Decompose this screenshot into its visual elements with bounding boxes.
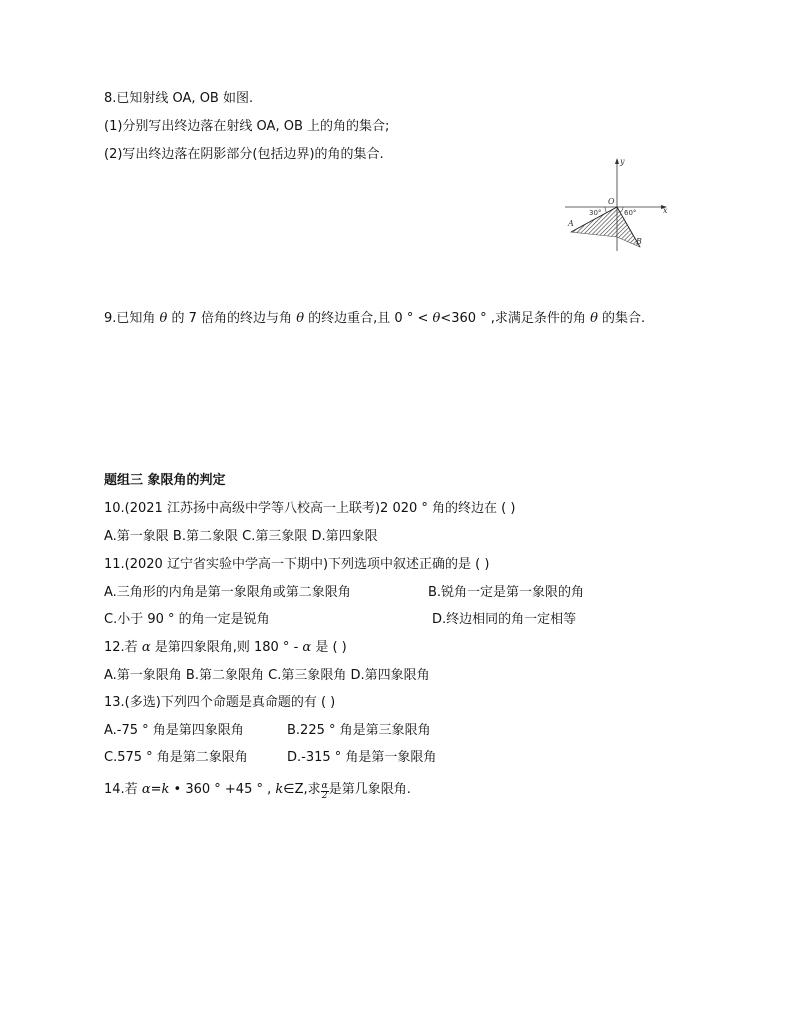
q14-var-alpha: α	[141, 782, 151, 797]
y-axis-arrow	[615, 158, 619, 164]
q9-text-1: 9.已知角	[104, 311, 160, 326]
q9-text-3: 的终边重合,且 0 ° <	[304, 311, 433, 326]
q11-stem: 11.(2020 辽宁省实验中学高一下期中)下列选项中叙述正确的是 ( )	[104, 557, 490, 572]
q9-text-2: 的 7 倍角的终边与角	[167, 311, 297, 326]
q12-stem	[104, 639, 347, 657]
q14-text-4: ∈Z,求	[283, 782, 321, 797]
q14-fraction-numerator: α	[321, 781, 328, 791]
q11-option-a: A.三角形的内角是第一象限角或第二象限角	[104, 585, 351, 600]
label-b: B	[636, 237, 642, 246]
q11-option-c: C.小于 90 ° 的角一定是锐角	[104, 612, 270, 627]
arc-30	[605, 207, 607, 213]
q14-var-k: k	[275, 782, 284, 797]
q11-option-d: D.终边相同的角一定相等	[432, 612, 577, 627]
rays-oa-ob-figure	[565, 155, 675, 255]
q11-option-b: B.锐角一定是第一象限的角	[428, 585, 585, 600]
q10-options: A.第一象限 B.第二象限 C.第三象限 D.第四象限	[104, 529, 378, 544]
q14-text-5: 是第几象限角.	[328, 782, 411, 797]
q9-var-theta: θ	[590, 311, 598, 326]
label-y: y	[620, 157, 625, 166]
q12-text-3: 是 ( )	[311, 640, 347, 655]
label-a: A	[568, 219, 574, 228]
q12-options: A.第一象限角 B.第二象限角 C.第三象限角 D.第四象限角	[104, 668, 430, 683]
q14-stem	[104, 781, 411, 801]
q8-part2: (2)写出终边落在阴影部分(包括边界)的角的集合.	[104, 147, 384, 162]
q14-text-1: 14.若	[104, 782, 142, 797]
q12-var-alpha: α	[302, 640, 312, 655]
q8-stem: 8.已知射线 OA, OB 如图.	[104, 91, 254, 106]
q8-part1: (1)分别写出终边落在射线 OA, OB 上的角的集合;	[104, 119, 390, 134]
q9-stem	[104, 310, 645, 328]
q12-text-2: 是第四象限角,则 180 ° -	[150, 640, 303, 655]
q10-stem: 10.(2021 江苏扬中高级中学等八校高一上联考)2 020 ° 角的终边在 ( )	[104, 501, 516, 516]
q12-var-alpha: α	[141, 640, 151, 655]
arc-60	[620, 207, 623, 212]
q9-text-5: 的集合.	[597, 311, 646, 326]
q14-text-3: • 360 ° +45 ° ,	[169, 782, 276, 797]
q9-var-theta: θ	[432, 311, 441, 326]
q13-option-d: D.-315 ° 角是第一象限角	[287, 750, 437, 765]
label-angle-60: 60°	[624, 209, 637, 217]
q9-var-theta: θ	[296, 311, 305, 326]
q9-text-4: <360 ° ,求满足条件的角	[440, 311, 591, 326]
label-x: x	[663, 206, 668, 215]
q13-option-c: C.575 ° 角是第二象限角	[104, 750, 248, 765]
q13-option-a: A.-75 ° 角是第四象限角	[104, 723, 244, 738]
q14-fraction	[321, 782, 329, 801]
q13-stem: 13.(多选)下列四个命题是真命题的有 ( )	[104, 695, 336, 710]
q14-fraction-denominator: 2	[321, 791, 328, 801]
q14-var-k: k	[161, 782, 170, 797]
label-o: O	[608, 197, 615, 206]
group3-heading: 题组三 象限角的判定	[104, 473, 226, 488]
label-angle-30: 30°	[589, 209, 602, 217]
q13-option-b: B.225 ° 角是第三象限角	[287, 723, 431, 738]
q9-var-theta: θ	[159, 311, 168, 326]
q14-text-2: =	[150, 782, 162, 797]
q12-text-1: 12.若	[104, 640, 142, 655]
